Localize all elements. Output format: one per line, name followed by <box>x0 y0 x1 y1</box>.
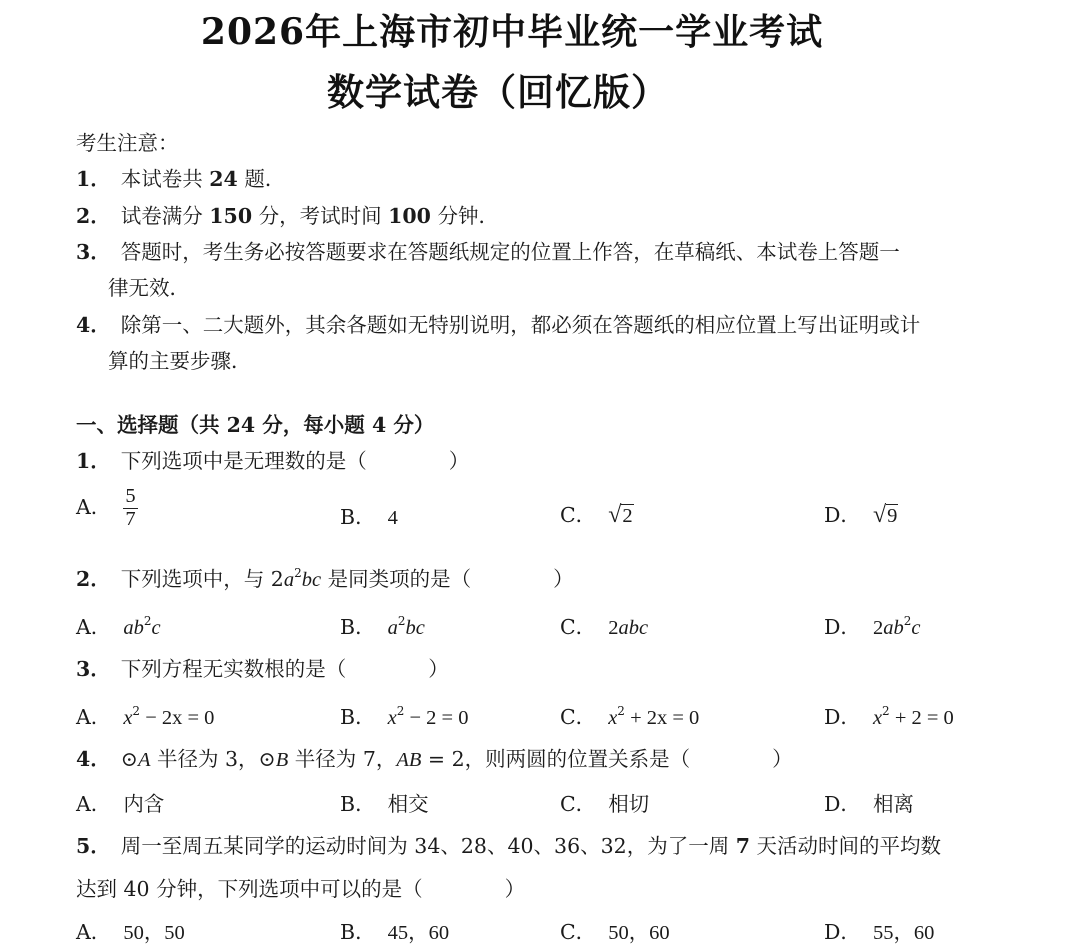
option-text: 55，60 <box>872 922 935 944</box>
math-var: bc <box>405 617 425 639</box>
question-text: 周一至周五某同学的运动时间为 34、28、40、36、32，为了一周 <box>120 834 736 858</box>
math-var: AB <box>396 749 422 771</box>
notice-item-3-cont: 律无效． <box>108 276 190 300</box>
question-num: 4． <box>76 747 111 771</box>
question-bold: 7 <box>735 834 750 858</box>
question-num: 1． <box>76 449 111 473</box>
fraction-numerator: 5 <box>125 485 136 507</box>
option-label: C． <box>560 705 597 729</box>
option-label: A． <box>76 494 112 519</box>
notice-heading: 考生注意： <box>76 131 179 155</box>
option-label: A． <box>76 615 112 639</box>
notice-text: 本试卷共 <box>120 167 210 191</box>
option-label: D． <box>824 503 861 527</box>
option-text: 50，60 <box>608 922 670 944</box>
option-label: B． <box>340 505 376 529</box>
q4-option-b <box>340 787 429 817</box>
notice-num: 2． <box>76 204 111 228</box>
notice-bold: 150 <box>209 204 253 228</box>
exam-title: 2026年上海市初中毕业统一学业考试 <box>200 11 824 53</box>
square-root <box>608 502 633 528</box>
math-var: a <box>387 617 398 639</box>
notice-item-1 <box>76 162 285 192</box>
math-coef: 2 <box>872 617 884 639</box>
option-text: 相切 <box>608 792 650 816</box>
math-var: A <box>137 749 151 771</box>
q2-option-a <box>76 610 161 640</box>
question-text: 天活动时间的平均数 <box>750 834 942 858</box>
q3-option-a <box>76 700 214 730</box>
question-text: 下列选项中是无理数的是（ ） <box>120 449 470 473</box>
math-exponent: 2 <box>143 614 152 628</box>
option-label: A． <box>76 705 112 729</box>
q1-option-c <box>560 498 634 529</box>
exam-subtitle: 数学试卷（回忆版） <box>327 70 669 114</box>
math-exponent: 2 <box>294 566 302 580</box>
math-exponent: 2 <box>617 704 625 718</box>
option-text: 相离 <box>872 792 914 816</box>
q3-option-b <box>340 700 468 730</box>
notice-text: 分，考试时间 <box>252 204 389 228</box>
math-expr: − 2x = 0 <box>140 707 215 729</box>
math-var: x <box>123 707 133 729</box>
q5-option-b <box>340 915 449 945</box>
option-label: C． <box>560 920 597 944</box>
question-num: 5． <box>76 834 111 858</box>
q4-option-a <box>76 787 164 817</box>
question-text: = 2，则两圆的位置关系是（ ） <box>421 747 793 771</box>
math-var: c <box>151 617 161 639</box>
math-coef: 2 <box>608 617 619 639</box>
option-text: 50，50 <box>123 922 185 944</box>
option-text: 45，60 <box>387 922 450 944</box>
math-var: abc <box>618 617 649 639</box>
notice-text: 答题时，考生务必按答题要求在答题纸规定的位置上作答，在草稿纸、本试卷上答题一 <box>120 240 900 264</box>
question-5-stem-cont: 达到 40 分钟，下列选项中可以的是（ ） <box>76 877 526 901</box>
notice-item-2 <box>76 199 499 229</box>
option-label: C． <box>560 503 597 527</box>
question-num: 2． <box>76 567 111 591</box>
math-var: x <box>872 707 883 729</box>
notice-bold: 100 <box>388 204 431 228</box>
option-label: B． <box>340 792 376 816</box>
notice-bold: 24 <box>209 167 238 191</box>
option-text: 内含 <box>123 792 165 816</box>
q3-option-c <box>560 700 699 730</box>
math-var: ab <box>883 617 904 639</box>
radicand: 9 <box>887 505 898 527</box>
math-exponent: 2 <box>397 614 406 628</box>
notice-num: 4． <box>76 313 111 337</box>
notice-text: 试卷满分 <box>120 204 210 228</box>
q4-option-d <box>824 787 914 817</box>
q1-option-a <box>76 486 138 530</box>
notice-item-4-cont: 算的主要步骤． <box>108 349 252 373</box>
fraction <box>123 486 137 530</box>
notice-item-4 <box>76 308 920 338</box>
notice-text: 除第一、二大题外，其余各题如无特别说明，都必须在答题纸的相应位置上写出证明或计 <box>120 313 921 337</box>
question-2-stem <box>76 562 574 592</box>
option-label: D． <box>824 705 861 729</box>
math-exponent: 2 <box>882 704 890 718</box>
option-label: B． <box>340 615 376 639</box>
q4-option-c <box>560 787 649 817</box>
question-text: 下列方程无实数根的是（ ） <box>120 657 449 681</box>
math-exponent: 2 <box>396 704 405 718</box>
math-var: x <box>387 707 397 729</box>
option-text: 4 <box>387 507 398 529</box>
math-exponent: 2 <box>903 614 912 628</box>
q1-option-b <box>340 500 398 530</box>
option-label: C． <box>560 615 597 639</box>
section-title: 一、选择题（共 24 分，每小题 4 分） <box>76 413 435 437</box>
q2-option-b <box>340 610 425 640</box>
option-text: 相交 <box>387 792 429 816</box>
q2-option-c <box>560 610 648 640</box>
q1-option-d <box>824 498 898 529</box>
option-label: B． <box>340 920 376 944</box>
math-var: B <box>275 749 289 771</box>
notice-text: 分钟． <box>430 204 499 228</box>
square-root <box>872 502 898 528</box>
question-5-stem <box>76 829 941 859</box>
question-text: 下列选项中，与 2 <box>120 567 284 591</box>
question-1-stem <box>76 444 469 474</box>
math-var: a <box>283 569 295 591</box>
radical-sign-icon: √ <box>608 502 622 528</box>
radical-sign-icon: √ <box>872 502 887 528</box>
option-label: C． <box>560 792 597 816</box>
q5-option-a <box>76 915 185 945</box>
q2-option-d <box>824 610 920 640</box>
notice-item-3 <box>76 235 900 265</box>
option-label: D． <box>824 615 861 639</box>
notice-num: 1． <box>76 167 111 191</box>
question-text: 半径为 3，⊙ <box>150 747 276 771</box>
option-label: D． <box>824 792 861 816</box>
radicand: 2 <box>622 505 633 527</box>
fraction-denominator: 7 <box>125 507 136 530</box>
question-4-stem <box>76 742 793 772</box>
option-label: A． <box>76 920 112 944</box>
question-text: 半径为 7， <box>288 747 397 771</box>
circle-symbol-icon: ⊙ <box>120 747 138 771</box>
math-var: bc <box>301 569 322 591</box>
notice-num: 3． <box>76 240 111 264</box>
question-text: 是同类项的是（ ） <box>321 567 574 591</box>
math-expr: + 2 = 0 <box>889 707 954 729</box>
math-expr: − 2 = 0 <box>404 707 469 729</box>
option-label: D． <box>824 920 861 944</box>
math-var: x <box>608 707 618 729</box>
math-exponent: 2 <box>132 704 141 718</box>
math-var: c <box>911 617 921 639</box>
q5-option-c <box>560 915 670 945</box>
notice-text: 题． <box>237 167 286 191</box>
option-label: B． <box>340 705 376 729</box>
option-label: A． <box>76 792 112 816</box>
q5-option-d <box>824 915 934 945</box>
question-3-stem <box>76 652 449 682</box>
math-var: ab <box>123 617 144 639</box>
question-num: 3． <box>76 657 111 681</box>
q3-option-d <box>824 700 954 730</box>
math-expr: + 2x = 0 <box>624 707 700 729</box>
